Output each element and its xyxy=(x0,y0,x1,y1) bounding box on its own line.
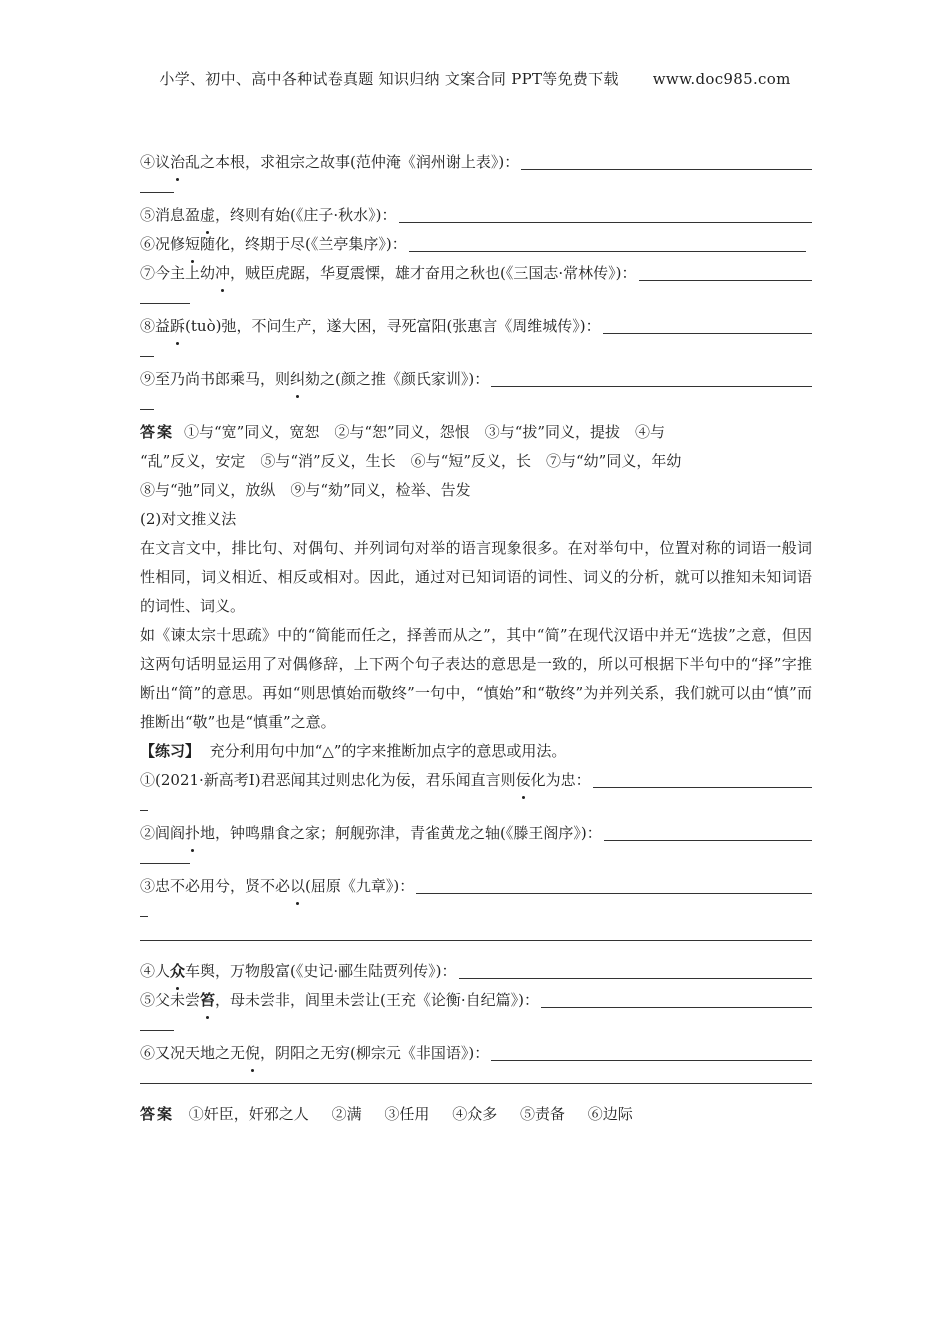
answer-item: ③任用 xyxy=(384,1105,430,1123)
dotted-char: 治 xyxy=(170,148,185,177)
answer-blank[interactable] xyxy=(459,977,812,979)
answer-blank[interactable] xyxy=(416,892,812,894)
dotted-char: 冲 xyxy=(215,259,230,288)
answer-label: 答案 xyxy=(140,423,175,441)
practice-3: ③忠不必用兮，贤不必以(屈原《九章》)： xyxy=(140,872,812,901)
answer-blank-continuation[interactable] xyxy=(140,177,812,201)
question-6: ⑥况修短随化，终期于尽(《兰亭集序》)： xyxy=(140,230,812,259)
answer-blank[interactable] xyxy=(639,279,812,281)
dotted-char: 众 xyxy=(170,957,185,986)
answer-blank[interactable] xyxy=(409,250,806,252)
dotted-char: 佞 xyxy=(516,766,531,795)
answer-blank[interactable] xyxy=(491,1059,812,1061)
answer-blank[interactable] xyxy=(603,332,812,334)
answer-blank-full-line[interactable] xyxy=(140,1082,812,1084)
practice-text: 充分利用句中加“△”的字来推断加点字的意思或用法。 xyxy=(209,742,567,760)
answer-blank-continuation[interactable] xyxy=(140,848,812,872)
answer-blank-continuation[interactable] xyxy=(140,288,812,312)
dotted-char: 笞 xyxy=(200,986,215,1015)
dotted-char: 短 xyxy=(185,230,200,259)
dotted-char: 纠 xyxy=(290,365,305,394)
answer-blank-full-line[interactable] xyxy=(140,939,812,941)
answer-blank-continuation[interactable] xyxy=(140,1015,812,1039)
answer-block-1 xyxy=(140,418,812,505)
section-paragraph: 在文言文中，排比句、对偶句、并列词句对举的语言现象很多。在对举句中，位置对称的词语一般词性相同，词义相近、相反或相对。因此，通过对已知词语的词性、词义的分析，就可以推知未知词语的词性、词义。 xyxy=(140,539,812,615)
answer-blank[interactable] xyxy=(491,385,812,387)
dotted-char: 扑 xyxy=(185,819,200,848)
question-9: ⑨至乃尚书郎乘马，则纠劾之(颜之推《颜氏家训》)： xyxy=(140,365,812,394)
question-5: ⑤消息盈虚，终则有始(《庄子·秋水》)： xyxy=(140,201,812,230)
answer-line: “乱”反义，安定 ⑤与“消”反义，生长 ⑥与“短”反义，长 ⑦与“幼”同义，年幼 xyxy=(140,452,682,470)
question-4: ④议治乱之本根，求祖宗之故事(范仲淹《润州谢上表》)： xyxy=(140,148,812,177)
answer-line: ⑧与“弛”同义，放纵 ⑨与“劾”同义，检举、告发 xyxy=(140,481,471,499)
question-7: ⑦今主上幼冲，贼臣虎踞，华夏震慄，雄才奋用之秋也(《三国志·常林传》)： xyxy=(140,259,812,288)
practice-instruction xyxy=(140,737,812,766)
question-8: ⑧益跅(tuò)弛，不问生产，遂大困，寻死富阳(张惠言《周维城传》)： xyxy=(140,312,812,341)
section-title: (2)对文推义法 xyxy=(140,510,237,528)
answer-label: 答案 xyxy=(140,1105,175,1123)
practice-4: ④人众车舆，万物殷富(《史记·郦生陆贾列传》)： xyxy=(140,957,812,986)
dotted-char: 以 xyxy=(290,872,305,901)
practice-1: ①(2021·新高考Ⅰ)君恶闻其过则忠化为佞，君乐闻直言则佞化为忠： xyxy=(140,766,812,795)
answer-item: ①奸臣，奸邪之人 xyxy=(188,1105,309,1123)
dotted-char: 虚 xyxy=(200,201,215,230)
answer-item: ⑤责备 xyxy=(519,1105,565,1123)
answer-item: ②满 xyxy=(331,1105,362,1123)
dotted-char: 跅 xyxy=(170,312,185,341)
answer-blank[interactable] xyxy=(521,168,812,170)
answer-blank[interactable] xyxy=(541,1006,812,1008)
practice-2: ②闾阎扑地，钟鸣鼎食之家；舸舰弥津，青雀黄龙之轴(《滕王阁序》)： xyxy=(140,819,812,848)
header-text: 小学、初中、高中各种试卷真题 知识归纳 文案合同 PPT等免费下载 xyxy=(159,70,619,88)
answer-blank-continuation[interactable] xyxy=(140,901,812,925)
answer-block-2 xyxy=(140,1100,812,1129)
dotted-char: 倪 xyxy=(245,1039,260,1068)
practice-label: 【练习】 xyxy=(140,742,201,760)
answer-blank-continuation[interactable] xyxy=(140,341,812,365)
practice-6: ⑥又况天地之无倪，阴阳之无穷(柳宗元《非国语》)： xyxy=(140,1039,812,1068)
header-site: www.doc985.com xyxy=(652,70,791,88)
answer-blank-continuation[interactable] xyxy=(140,795,812,819)
practice-5: ⑤父未尝笞，母未尝非，闾里未尝让(王充《论衡·自纪篇》)： xyxy=(140,986,812,1015)
page-header xyxy=(0,68,950,89)
answer-blank[interactable] xyxy=(399,221,812,223)
answer-blank[interactable] xyxy=(593,786,812,788)
answer-item: ⑥边际 xyxy=(587,1105,633,1123)
answer-line: ①与“宽”同义，宽恕 ②与“恕”同义，怨恨 ③与“拔”同义，提拔 ④与 xyxy=(184,423,666,441)
answer-blank[interactable] xyxy=(604,839,812,841)
answer-item: ④众多 xyxy=(452,1105,498,1123)
section-paragraph: 如《谏太宗十思疏》中的“简能而任之，择善而从之”，其中“简”在现代汉语中并无“选拔”之意，但因这两句话明显运用了对偶修辞，上下两个句子表达的意思是一致的，所以可根据下半句中的“择”字推断出“简”的意思。再如“则思慎始而敬终”一句中，“慎始”和“敬终”为并列关系，我们就可以由“慎”而推断出“敬”也是“慎重”之意。 xyxy=(140,626,812,731)
answer-blank-continuation[interactable] xyxy=(140,394,812,418)
document-body xyxy=(140,148,812,1129)
